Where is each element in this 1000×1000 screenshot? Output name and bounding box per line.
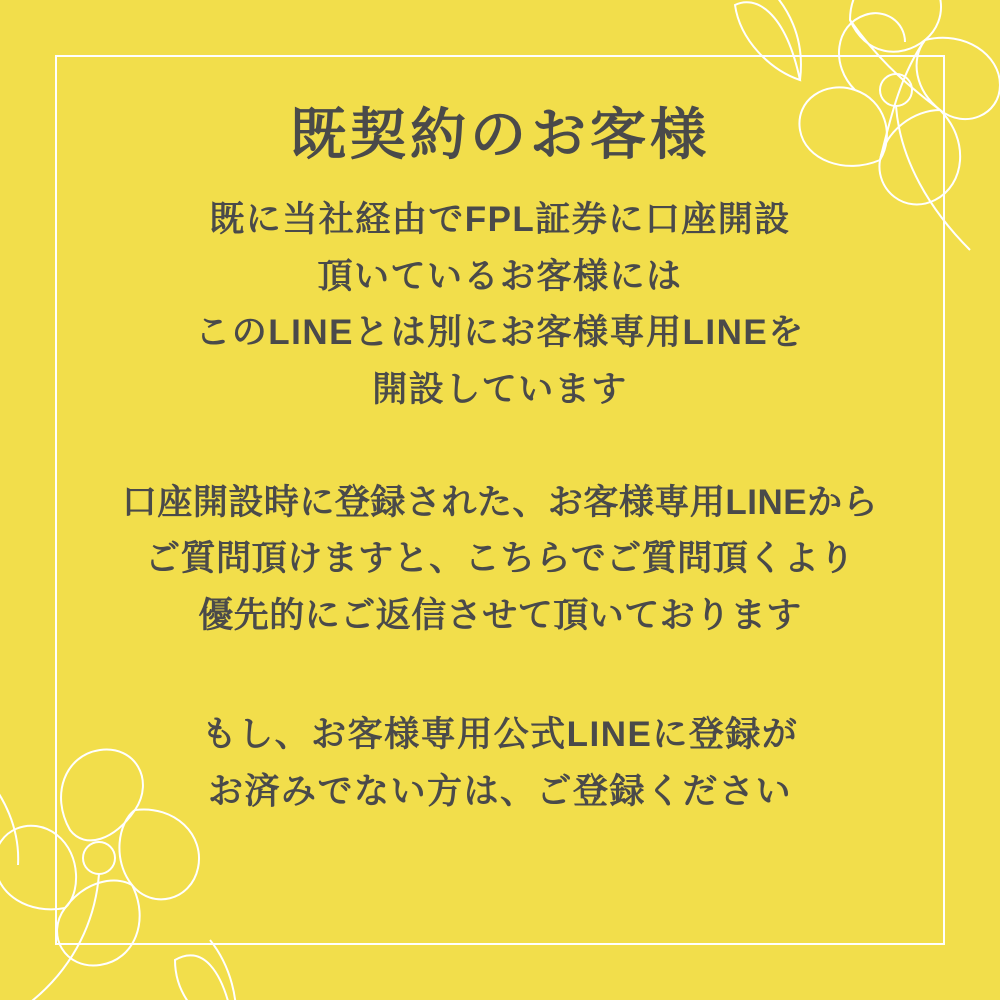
text-line: ご質問頂けますと、こちらでご質問頂くより: [145, 539, 855, 579]
text-line: 頂いているお客様には: [317, 256, 683, 296]
text-line: 既に当社経由でFPL証券に口座開設: [209, 200, 791, 239]
text-line: 口座開設時に登録された、お客様専用LINEから: [121, 482, 879, 522]
page-title: 既契約のお客様: [290, 103, 710, 166]
text-line: お済みでない方は、ご登録ください: [207, 771, 792, 811]
paragraph-existing-account-notice: [195, 192, 804, 419]
paragraph-registration-request: [202, 707, 799, 820]
paragraph-priority-reply-notice: [122, 475, 878, 645]
text-line: 優先的にご返信させて頂いております: [198, 596, 802, 636]
text-line: このLINEとは別にお客様専用LINEを: [195, 313, 805, 353]
text-line: 開設しています: [372, 370, 628, 410]
text-line: もし、お客様専用公式LINEに登録が: [201, 714, 799, 754]
